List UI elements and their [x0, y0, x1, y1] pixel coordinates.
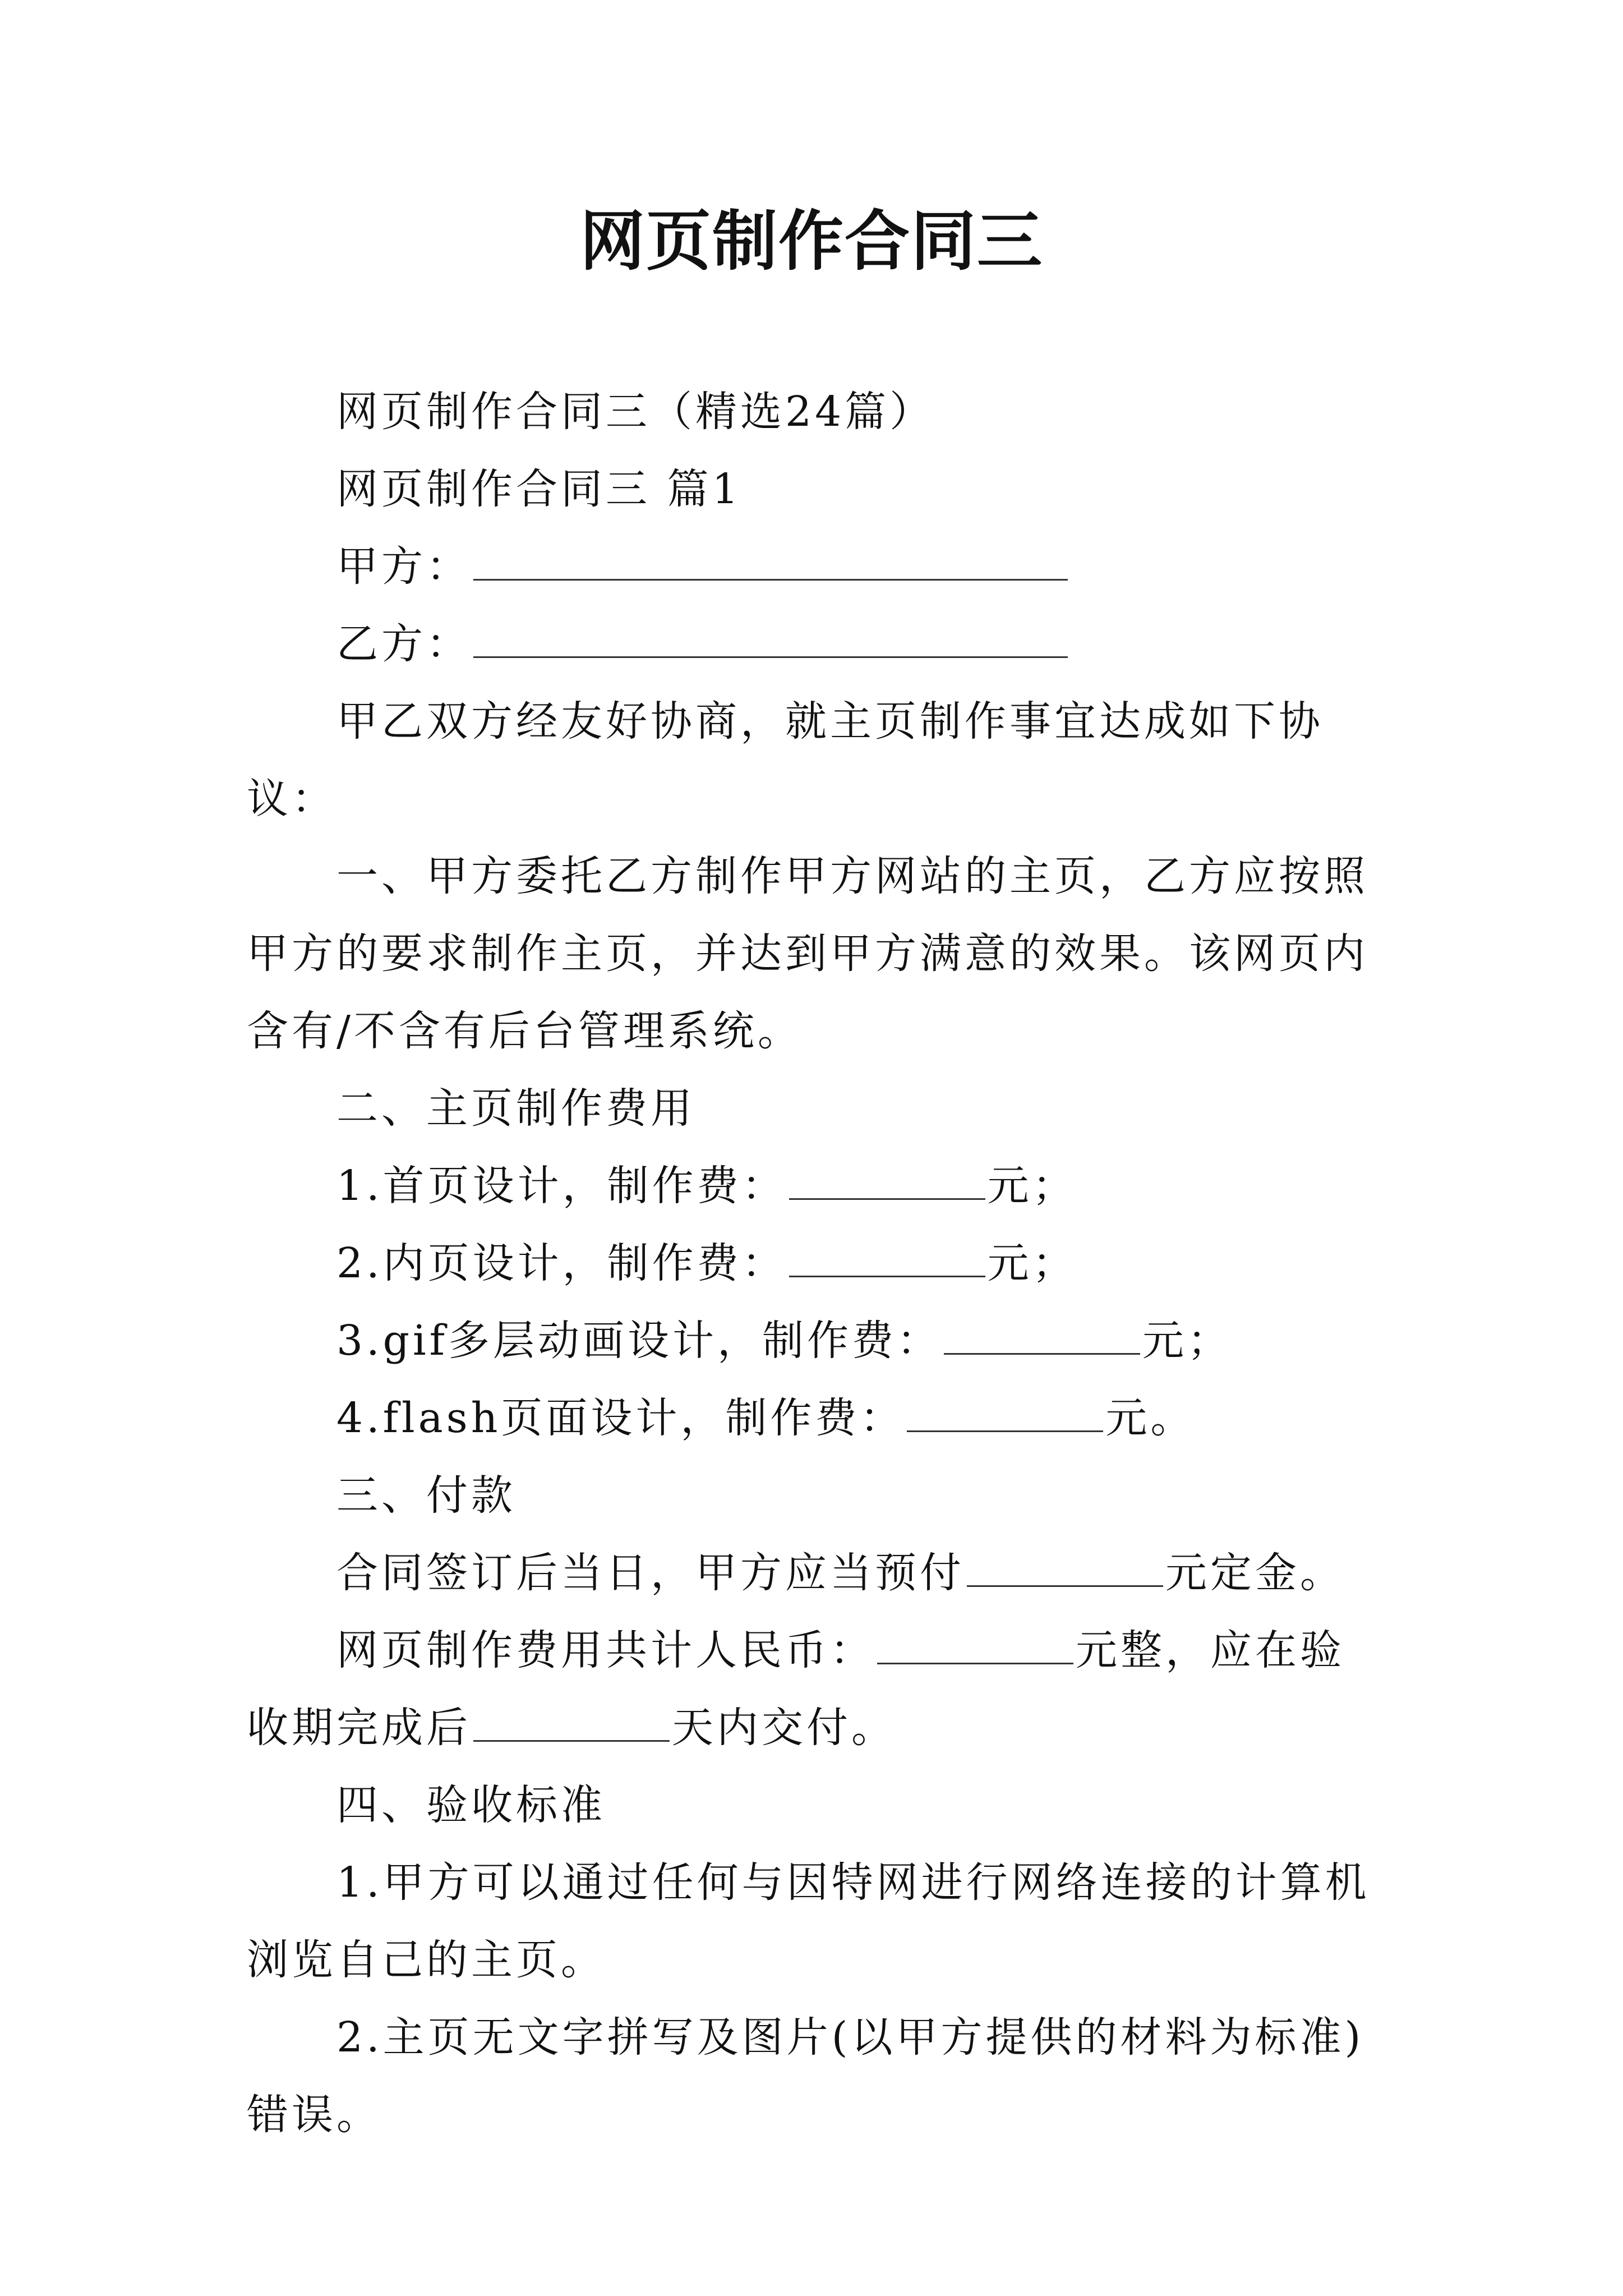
payment-1-post: 元定金。 [1165, 1549, 1345, 1597]
payment-2-post: 天内交付。 [672, 1704, 896, 1752]
fee-4-unit: 元。 [1105, 1394, 1196, 1442]
payment-1-blank [967, 1540, 1163, 1587]
party-a-blank [473, 534, 1068, 581]
payment-2-blank-days [473, 1695, 670, 1742]
fee-line-1 [247, 1147, 1385, 1225]
fee-line-4 [247, 1379, 1385, 1457]
fee-4-blank [907, 1386, 1103, 1432]
fee-line-3 [247, 1302, 1385, 1379]
payment-line-1 [247, 1534, 1385, 1612]
clause-2-heading: 二、主页制作费用 [336, 1084, 695, 1133]
party-a-label: 甲方： [336, 542, 471, 591]
fee-3-blank [944, 1308, 1140, 1355]
payment-2-pre: 网页制作费用共计人民币： [336, 1626, 875, 1674]
document-body [247, 373, 1385, 2154]
section-heading: 网页制作合同三 篇1 [336, 465, 742, 513]
clause-3-heading: 三、付款 [336, 1471, 516, 1520]
preamble: 甲乙双方经友好协商，就主页制作事宜达成如下协议： [247, 697, 1324, 823]
party-b-label: 乙方： [336, 620, 471, 668]
fee-1-unit: 元； [987, 1162, 1077, 1210]
fee-2-label: 2.内页设计，制作费： [336, 1239, 787, 1287]
fee-3-label: 3.gif多层动画设计，制作费： [336, 1317, 942, 1365]
fee-4-label: 4.flash页面设计，制作费： [336, 1394, 905, 1442]
party-a-line [247, 528, 1385, 605]
accept-2: 2.主页无文字拼写及图片(以甲方提供的材料为标准)错误。 [247, 2013, 1364, 2139]
fee-2-unit: 元； [987, 1239, 1077, 1287]
document-title: 网页制作合同三 [580, 203, 1043, 279]
intro-line: 网页制作合同三（精选24篇） [336, 388, 935, 436]
party-b-blank [473, 611, 1068, 658]
payment-2-mid: 元整，应在验收期完成后 [247, 1626, 1345, 1752]
payment-line-2 [247, 1612, 1385, 1766]
fee-line-2 [247, 1225, 1385, 1302]
payment-1-pre: 合同签订后当日，甲方应当预付 [336, 1549, 965, 1597]
accept-1: 1.甲方可以通过任何与因特网进行网络连接的计算机浏览自己的主页。 [247, 1858, 1370, 1984]
fee-1-blank [789, 1153, 985, 1200]
fee-1-label: 1.首页设计，制作费： [336, 1162, 787, 1210]
payment-2-blank-amount [877, 1618, 1073, 1664]
fee-3-unit: 元； [1142, 1317, 1233, 1365]
fee-2-blank [789, 1231, 985, 1277]
clause-1: 一、甲方委托乙方制作甲方网站的主页，乙方应按照甲方的要求制作主页，并达到甲方满意的效果。该网页内含有/不含有后台管理系统。 [247, 852, 1368, 1055]
party-b-line [247, 605, 1385, 683]
clause-4-heading: 四、验收标准 [336, 1781, 606, 1829]
